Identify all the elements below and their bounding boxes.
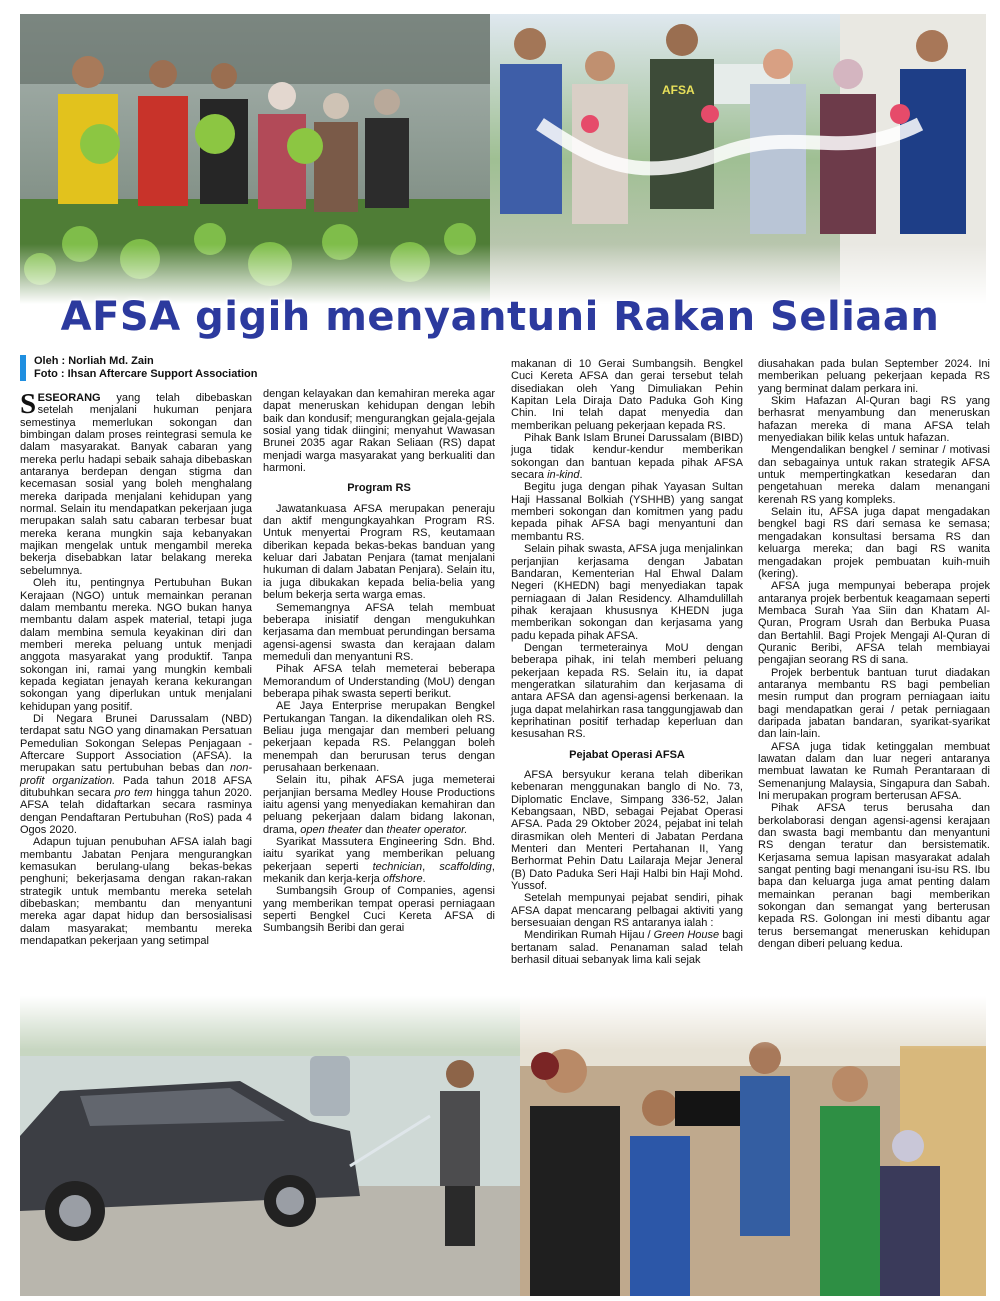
paragraph-italic: offshore [382,873,423,886]
paragraph-text: , mekanik dan kerja-kerja [263,860,495,886]
article-paragraph [263,774,495,836]
paragraph-text: . [579,469,583,482]
paragraph-text: Mendirikan Rumah Hijau / [524,929,654,942]
dropcap: S [20,388,37,420]
paragraph-text: Pihak Bank Islam Brunei Darussalam (BIBD) juga tidak kendur-kendur memberikan sokongan dan bantuan kepada pihak AFSA secara [511,432,743,482]
article-column-4 [758,358,990,951]
article-paragraph: Selain pihak swasta, AFSA juga menjalinkan perjanjian kerjasama dengan Jabatan Bandaran, Kementerian Hal Ehwal Dalam Negeri (KHEDN) bagi menyediakan tapak perniagaan di Jalan Residency. Alhamdulillah pihak kerajaan khususnya KHEDN juga memberikan sokongan dan kerjasama yang padu kepada pihak AFSA. [511,543,743,642]
article-column-2 [263,388,495,935]
byline-photo-credit: Foto : Ihsan Aftercare Support Association [34,368,258,380]
article-paragraph: makanan di 10 Gerai Sumbangsih. Bengkel Cuci Kereta AFSA dan gerai tersebut telah disediakan oleh Yang Dimuliakan Pehin Kapitan Lela Diraja Dato Paduka Goh King Chin. Ini telah dapat menyedia dan memberikan peluang pekerjaan kepada RS. [511,358,743,432]
article-paragraph: AE Jaya Enterprise merupakan Bengkel Pertukangan Tangan. Ia dikendalikan oleh RS. Beliau juga mengajar dan memberi peluang pekerjaan kepada RS. Pelanggan boleh menempah dan berurusan terus dengan perusahaan berkenaan. [263,700,495,774]
section-heading: Program RS [347,482,411,495]
article-paragraph: Sememangnya AFSA telah membuat beberapa inisiatif dengan mengukuhkan kerjasama dan membuat perundingan bersama agensi-agensi swasta dan kerajaan dalam memeduli dan menyantuni RS. [263,601,495,663]
article-paragraph: Begitu juga dengan pihak Yayasan Sultan Haji Hassanal Bolkiah (YSHHB) yang sangat memberi sokongan dan komitmen yang padu kepada pihak AFSA bagi menyantuni dan membantu RS. [511,481,743,543]
article-paragraph [263,836,495,885]
article-paragraph: Mengendalikan bengkel / seminar / motivasi dan sebagainya untuk rakan strategik AFSA untuk mempertingkatkan kesedaran dan pengetahuan mereka dalam menangani kerenah RS yang kompleks. [758,444,990,506]
article-column-1 [20,388,253,948]
paragraph-text: , [422,860,440,873]
article-paragraph: Selain itu, AFSA juga dapat mengadakan bengkel bagi RS dari semasa ke semasa; mengadakan konsultasi bersama RS dan keluarga mereka; dan bagi RS wanita mengadakan projek pembuatan kuih-muih (kering). [758,506,990,580]
article-paragraph: Skim Hafazan Al-Quran bagi RS yang berhasrat menyambung dan meneruskan hafazan mereka di mana AFSA telah menyediakan bilik kelas untuk hafazan. [758,395,990,445]
article-paragraph: AFSA juga tidak ketinggalan membuat lawatan dalam dan luar negeri antaranya membuat lawatan ke Rumah Perantaraan di Semenanjung Malaysia, Singapura dan Sabah. Ini merupakan program berterusan AFSA. [758,740,990,803]
article-paragraph: Adapun tujuan penubuhan AFSA ialah bagi membantu Jabatan Penjara mengurangkan kemasukan berulang-ulang bekas-bekas penghuni; bekerjasama dengan rakan-rakan strategik untuk membantu mereka setelah dibebaskan; membantu dan menyantuni mereka agar dapat hidup dan bersosialisasi dalam masyarakat; membantu mereka mendapatkan pekerjaan yang setimpal [20,836,252,948]
article-paragraph [511,929,743,966]
article-paragraph: Projek berbentuk bantuan turut diadakan antaranya membantu RS bagi pembelian mesin rumput dan program perniagaan iaitu bagi mendapatkan gerai / petak perniagaan daripada jabatan bandaran, syarikat-syarikat dan lain-lain. [758,666,990,741]
paragraph-text: . [422,873,426,886]
paragraph-italic: theater operator. [386,823,468,836]
paragraph-italic: pro tem [114,787,153,799]
byline [20,355,274,381]
article-paragraph: Setelah mempunyai pejabat sendiri, pihak AFSA dapat mencarang pelbagai aktiviti yang bersesuaian dengan RS antaranya ialah : [511,892,743,930]
article-paragraph: Pihak AFSA terus berusaha dan berkolaborasi dengan agensi-agensi kerajaan dan swasta bagi membantu dan menyantuni RS dengan teratur dan bersistematik. Kerjasama semua lapisan masyarakat adalah sangat penting bagi menangani isu-isu RS. Ibu bapa dan keluarga juga amat penting dalam memainkan peranan bagi memberikan sokongan dan semangat yang berterusan kepada RS. Golongan ini mesti dibantu agar terus bersemangat meneruskan kehidupan dengan diberi peluang kedua. [758,802,990,951]
bottom-photo-collage [20,996,986,1296]
article-paragraph: AFSA juga mempunyai beberapa projek antaranya projek berbentuk keagamaan seperti Membaca Surah Yaa Siin dan Khatam Al-Quran, Program Usrah dan Berbuka Puasa dan Bertahlil. Bagi Projek Mengaji Al-Quran di Quranic Beribi, AFSA telah membiayai pengajian seorang RS di sana. [758,580,990,667]
shirt-logo-text: AFSA [662,83,695,97]
paragraph-italic: technician [372,860,423,873]
paragraph-italic: scaffolding [439,860,492,873]
byline-author: Oleh : Norliah Md. Zain [34,355,154,367]
paragraph-text: Di Negara Brunei Darussalam (NBD) terdapat satu NGO yang dinamakan Persatuan Pemedulian Sokongan Selepas Penjagaan - Aftercare Support Association (AFSA). Ia merupakan satu pertubuhan bebas dan [20,712,252,775]
article-paragraph: Jawatankuasa AFSA merupakan peneraju dan aktif mengungkayahkan Program RS. Untuk menyertai Program RS, keutamaan diberikan kepada bekas-bekas banduan yang keluar dari Jabatan Penjara (tamat menjalani hukuman di dalam Jabatan Penjara). Selain itu, ia juga dibukakan kepada belia-belia yang belum bekerja serta warga emas. [263,502,495,602]
headline: AFSA gigih menyantuni Rakan Seliaan [60,294,940,340]
article-paragraph [511,432,743,481]
article-column-3 [511,358,743,967]
paragraph-text: Selain itu, pihak AFSA juga memeterai perjanjian bersama Medley House Productions iaitu agensi yang menyediakan kemahiran dan peluang pekerjaan dalam bidang lakonan, drama, [263,774,495,836]
paragraph-italic: Green House [653,929,720,942]
paragraph-text: Pada tahun 2018 AFSA ditubuhkan secara [20,774,253,799]
article-paragraph [20,388,252,577]
paragraph-italic: in-kind [547,469,580,482]
article-paragraph: Sumbangsih Group of Companies, agensi yang memberikan tempat operasi perniagaan seperti Bengkel Cuci Kereta AFSA di Sumbangsih Beribi dan gerai [263,885,495,935]
article-paragraph: diusahakan pada bulan September 2024. Ini memberikan peluang pekerjaan kepada RS yang berminat dalam perkara ini. [758,358,990,395]
article-paragraph [20,713,252,836]
top-photo-collage [20,14,986,304]
section-heading: Pejabat Operasi AFSA [569,748,685,761]
paragraph-text: yang telah dibebaskan setelah menjalani hukuman penjara semestinya memerlukan sokongan dan bimbingan dalam proses reintegrasi semula ke dalam masyarakat. Banyak cabaran yang mereka perlu hadapi sebaik sahaja dibebaskan antaranya berdepan dengan stigma dan kecemasan sosial yang boleh menghalang mereka daripada menjalani kehidupan yang normal. Selain itu mendapatkan pekerjaan juga merupakan salah satu cabaran terbesar buat mereka kerana mungkin saja kebanyakan majikan mengelak untuk mengambil mereka bekerja disebabkan latar belakang mereka sebelumnya. [20,392,252,577]
paragraph-text: bagi bertanam salad. Penanaman salad telah berhasil dituai sebanyak lima kali sejak [511,929,743,967]
paragraph-italic: open theater [300,823,363,836]
lead-word: ESEORANG [37,392,101,404]
paragraph-text: dan [362,823,387,836]
article-paragraph: Oleh itu, pentingnya Pertubuhan Bukan Kerajaan (NGO) untuk memainkan peranan dalam membantu mereka. NGO bukan hanya membantu dalam aspek material, tetapi juga dalam membina semula keyakinan diri dan memberi mereka peluang untuk menjadi anggota masyarakat yang produktif. Tanpa sokongan ini, ramai yang mungkin kembali kepada kegiatan jenayah kerana kekurangan sokongan yang diperlukan untuk menjalani kehidupan yang positif. [20,577,252,713]
paragraph-italic: non-profit organization. [20,762,252,787]
article-paragraph: Dengan termeterainya MoU dengan beberapa pihak, ini telah memberi peluang pekerjaan kepada RS. Selain itu, ia dapat mengeratkan silaturahim dan kerjasama di antara AFSA dan agensi-agensi berkenaan. Ia juga dapat melahirkan rasa tanggungjawab dan keprihatinan positif terhadap keperluan dan kesusahan RS. [511,641,743,741]
paragraph-text: hingga tahun 2020. AFSA telah didaftarkan secara rasminya dengan Pendaftaran Pertubuhan (RoS) pada 4 Ogos 2020. [20,787,252,837]
article-paragraph: Pihak AFSA telah memeterai beberapa Memorandum of Understanding (MoU) dengan beberapa pihak swasta seperti berikut. [263,663,495,700]
paragraph-text: Syarikat Massutera Engineering Sdn. Bhd. iaitu syarikat yang memberikan peluang pekerjaan seperti [263,836,495,873]
article-paragraph: AFSA bersyukur kerana telah diberikan kebenaran menggunakan banglo di No. 73, Diplomatic Enclave, Simpang 336-52, Jalan Kebangsaan, NBD, sebagai Pejabat Operasi AFSA. Pada 29 Oktober 2024, pejabat ini telah dirasmikan oleh Menteri di Jabatan Perdana Menteri dan Menteri Pertahanan II, Yang Berhormat Pehin Datu Lailaraja Mejar Jeneral (B) Dato Paduka Seri Haji Halbi bin Haji Mohd. Yussof. [511,769,743,893]
article-paragraph: dengan kelayakan dan kemahiran mereka agar dapat meneruskan kehidupan dengan lebih baik dan kondusif; mengurangkan gejala-gejala sosial yang tidak diingini; menyahut Wawasan Brunei 2035 agar Rakan Seliaan (RS) dapat menjadi warga masyarakat yang berkualiti dan harmoni. [263,388,495,475]
